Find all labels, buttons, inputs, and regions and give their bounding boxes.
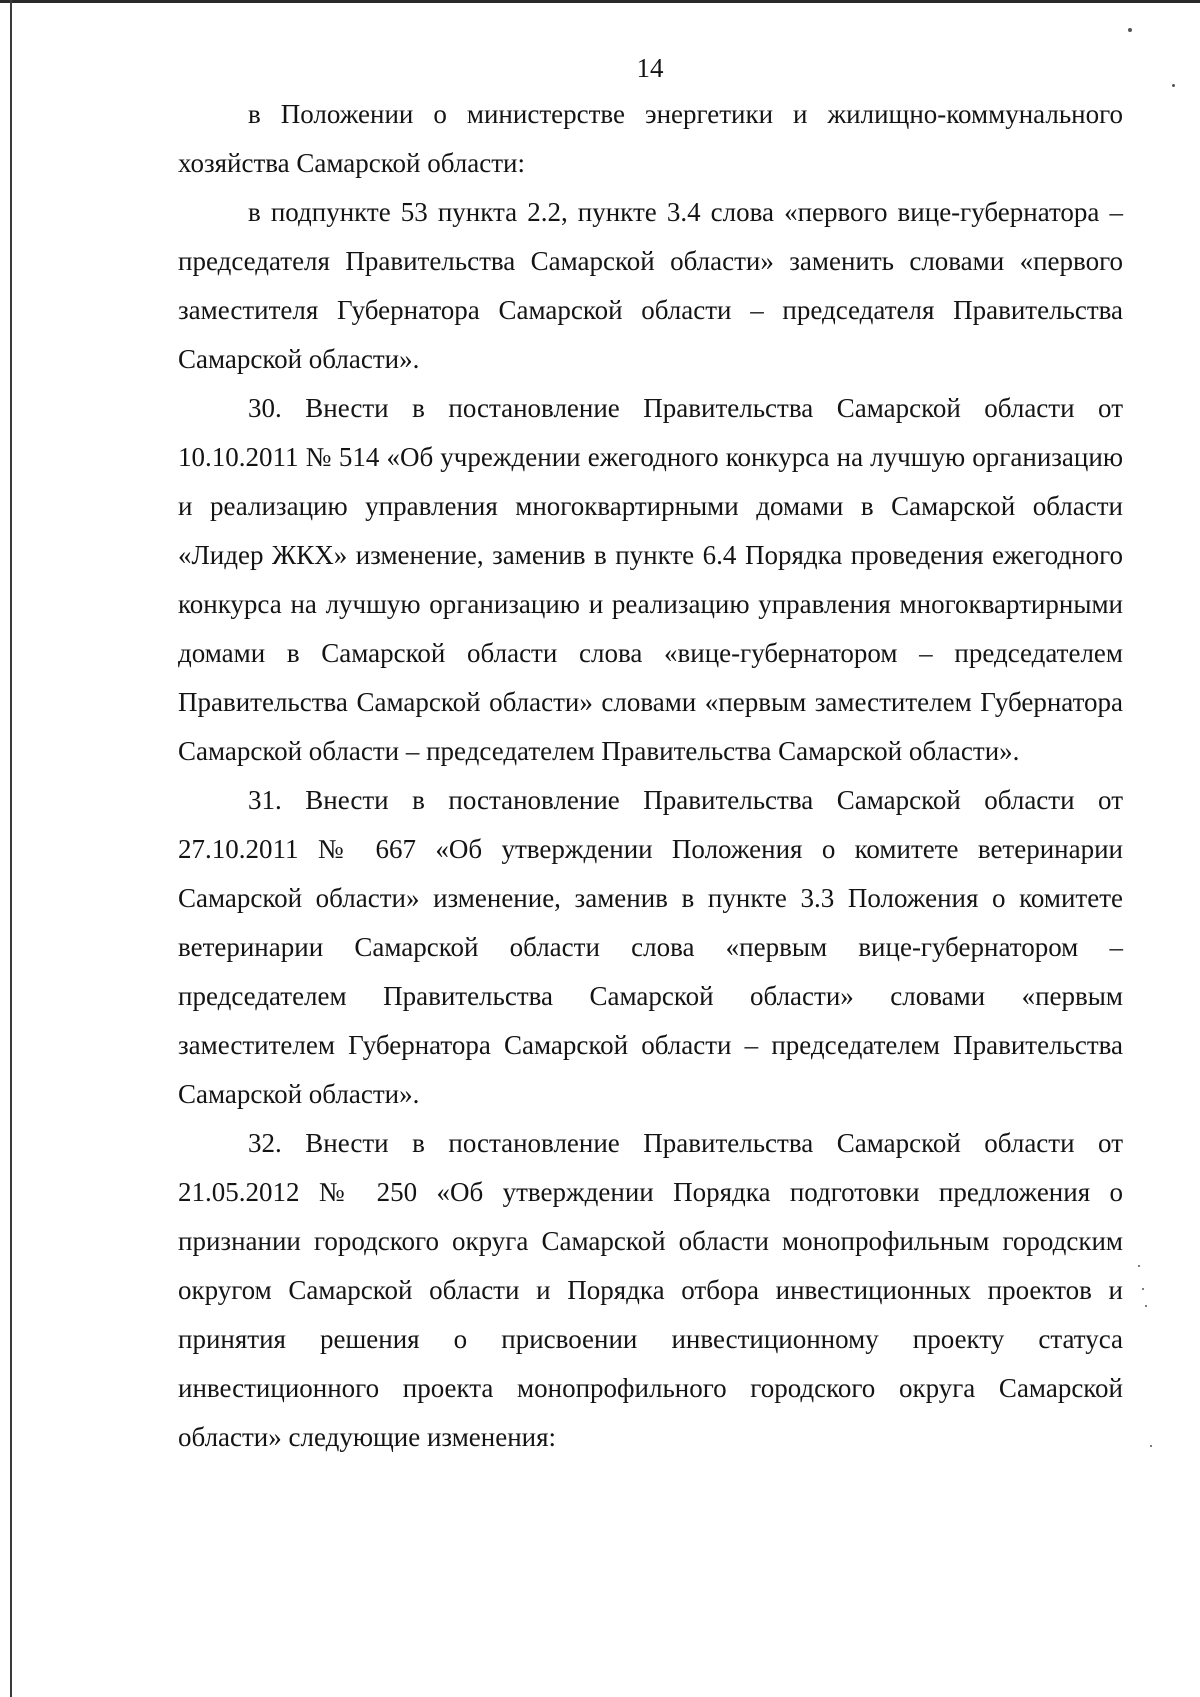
scan-speck [1128,28,1132,32]
scan-speck [1145,1305,1147,1307]
document-body [178,90,1123,1462]
paragraph: 32. Внести в постановление Правительства Самарской области от 21.05.2012 № 250 «Об утверждении Порядка подготовки предложения о признании городского округа Самарской области монопрофильным городским округом Самарской области и Порядка отбора инвестиционных проектов и принятия решения о присвоении инвестиционному проекту статуса инвестиционного проекта монопрофильного городского округа Самарской области» следующие изменения: [178,1128,1123,1452]
paragraph: в подпункте 53 пункта 2.2, пункте 3.4 слова «первого вице-губернатора – председателя Правительства Самарской области» заменить словами «первого заместителя Губернатора Самарской области – председателя Правительства Самарской области». [178,197,1123,374]
scan-speck [1138,1265,1140,1267]
scan-top-edge [0,0,1200,3]
scan-speck [1142,1288,1144,1290]
paragraph: в Положении о министерстве энергетики и жилищно-коммунального хозяйства Самарской области: [178,99,1123,178]
scan-speck [1150,1445,1152,1447]
paragraph: 31. Внести в постановление Правительства Самарской области от 27.10.2011 № 667 «Об утверждении Положения о комитете ветеринарии Самарской области» изменение, заменив в пункте 3.3 Положения о комитете ветеринарии Самарской области слова «первым вице-губернатором – председателем Правительства Самарской области» словами «первым заместителем Губернатора Самарской области – председателем Правительства Самарской области». [178,785,1123,1109]
page-number: 14 [636,53,664,83]
paragraph: 30. Внести в постановление Правительства Самарской области от 10.10.2011 № 514 «Об учреждении ежегодного конкурса на лучшую организацию и реализацию управления многоквартирными домами в Самарской области «Лидер ЖКХ» изменение, заменив в пункте 6.4 Порядка проведения ежегодного конкурса на лучшую организацию и реализацию управления многоквартирными домами в Самарской области слова «вице-губернатором – председателем Правительства Самарской области» словами «первым заместителем Губернатора Самарской области – председателем Правительства Самарской области». [178,393,1123,766]
scan-left-edge [10,0,12,1697]
